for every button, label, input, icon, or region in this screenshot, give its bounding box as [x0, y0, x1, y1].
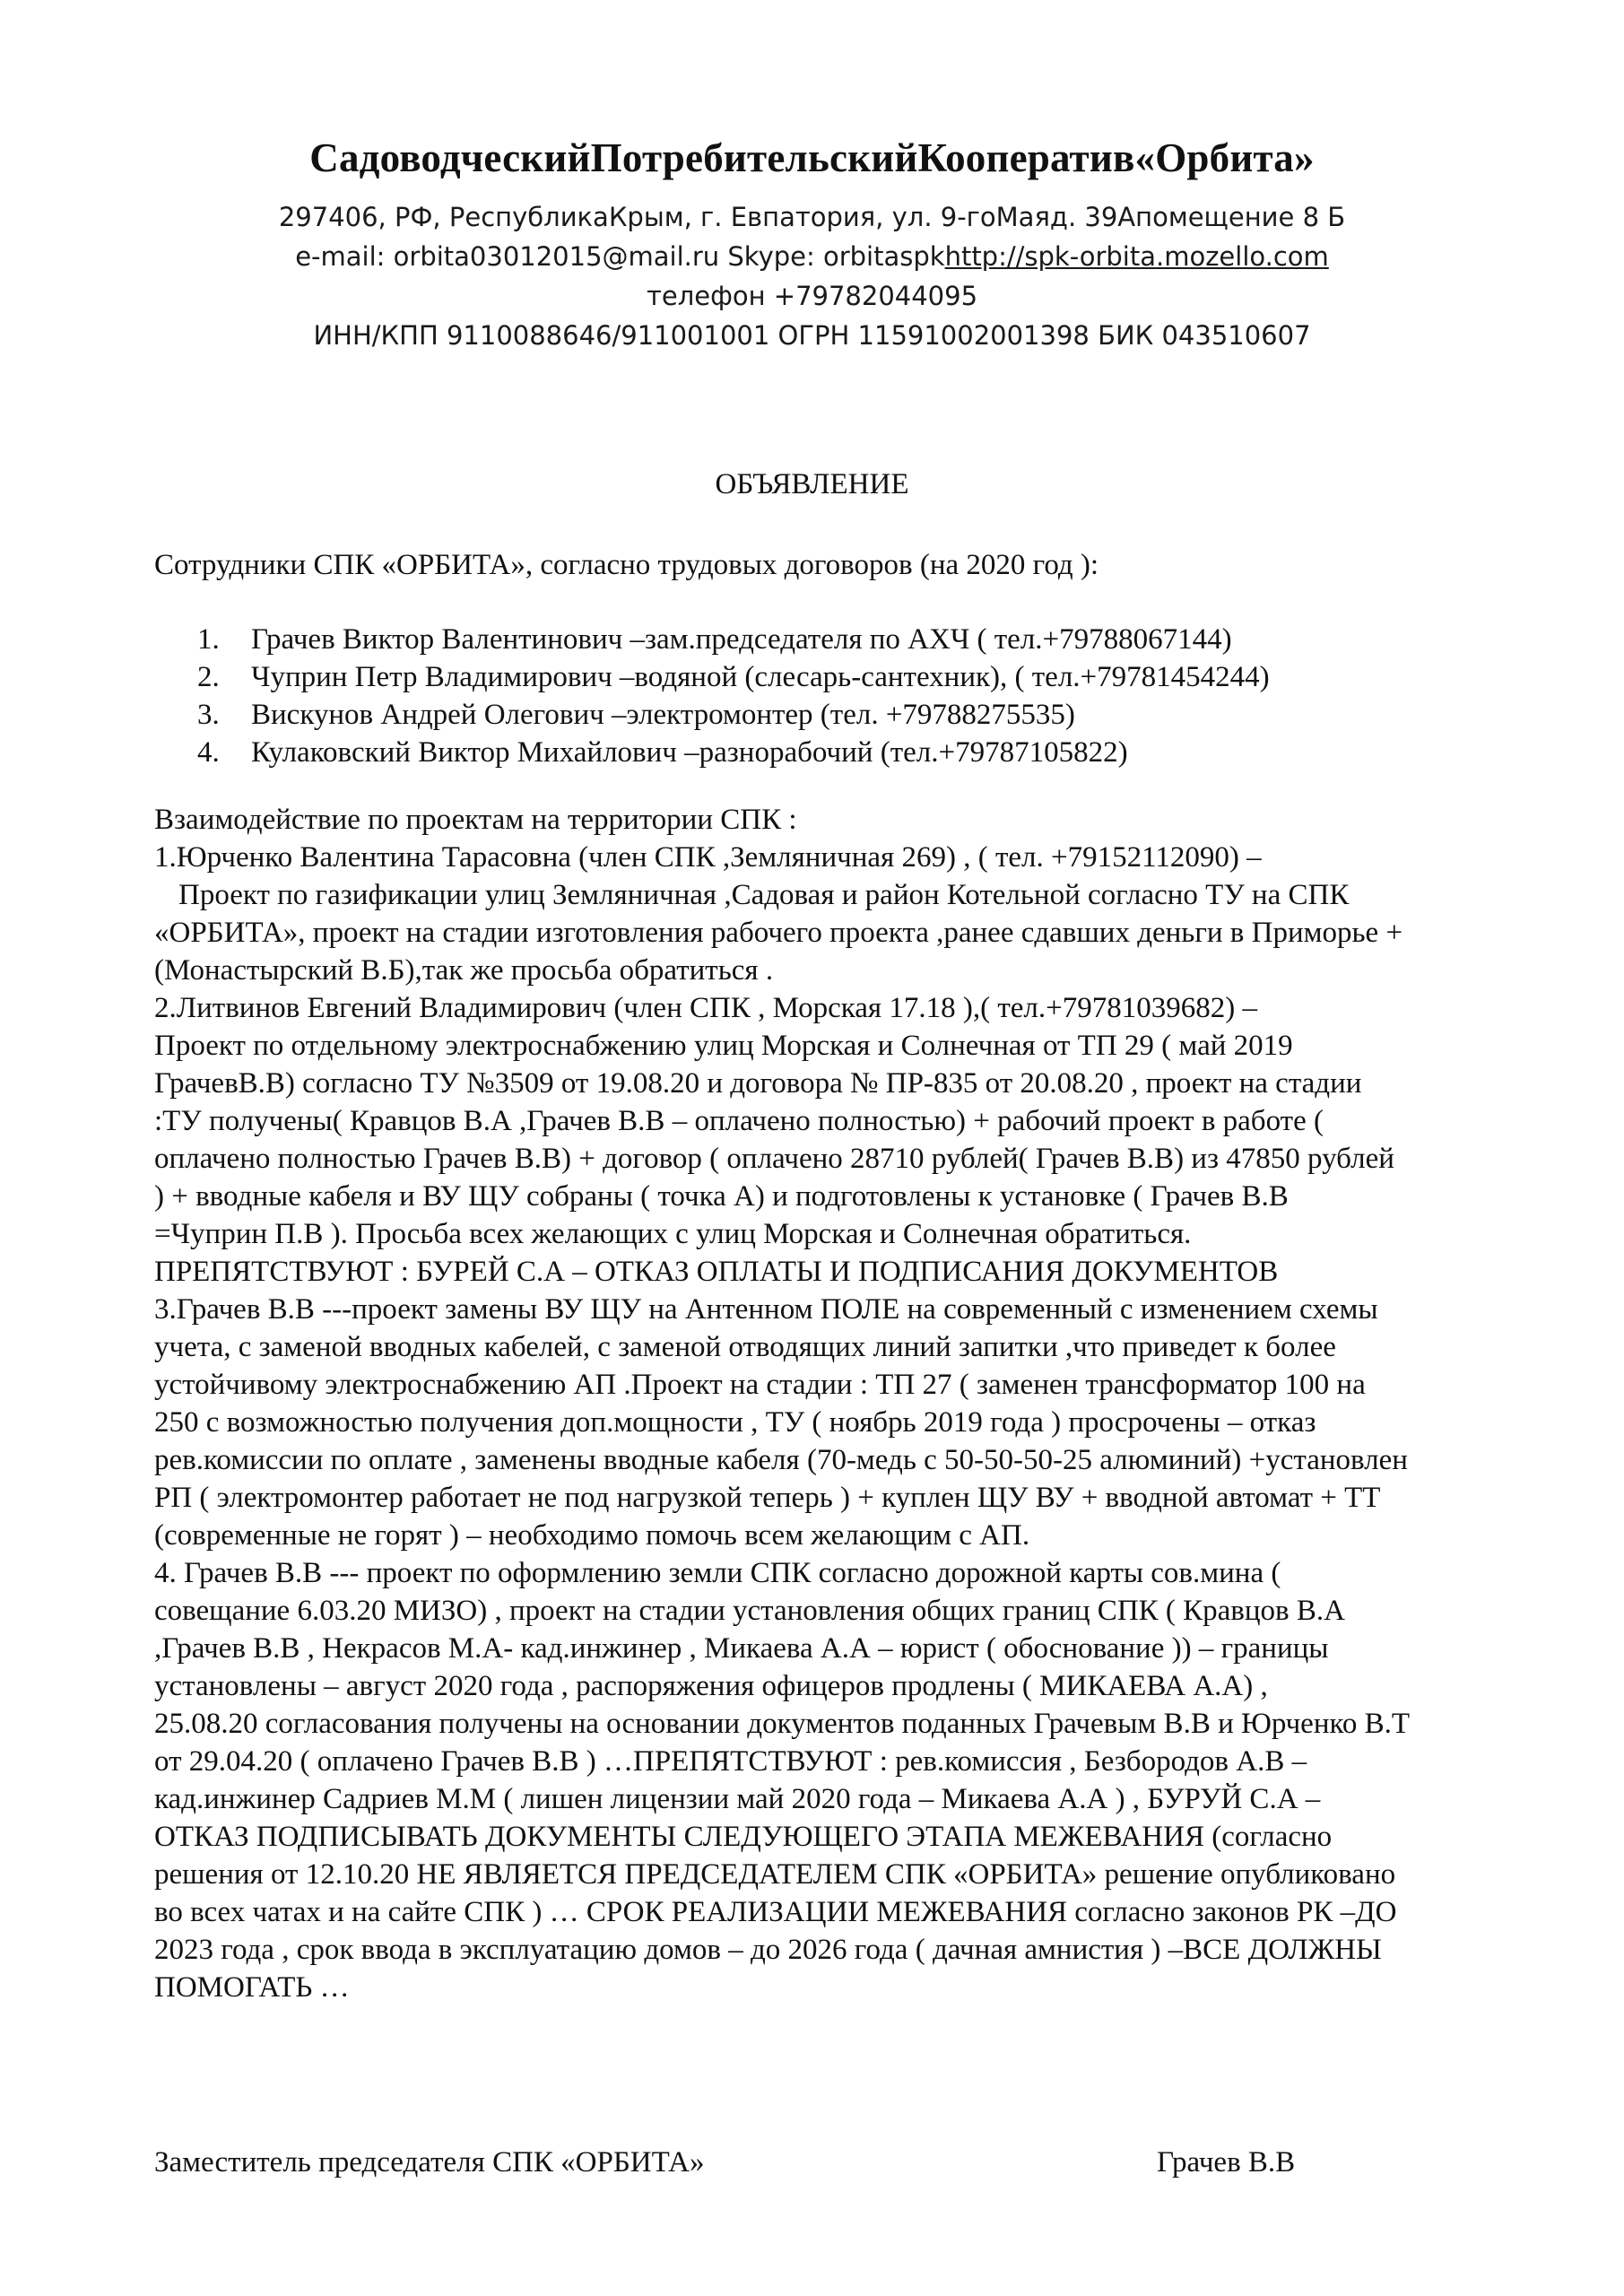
project-2-title: 2.Литвинов Евгений Владимирович (член СПК , Морская 17.18 ),( тел.+79781039682) – — [154, 992, 1257, 1024]
text-line: от 29.04.20 ( оплачено Грачев В.В ) …ПРЕПЯТСТВУЮТ : рев.комиссия , Безбородов А.В – — [154, 1745, 1307, 1778]
list-item-text: Вискунов Андрей Олегович –электромонтер (тел. +79788275535) — [251, 699, 1075, 731]
list-item-number: 3. — [197, 699, 220, 731]
text-line: Проект по газификации улиц Земляничная ,Садовая и район Котельной согласно ТУ на СПК — [178, 879, 1350, 911]
org-address: 297406, РФ, РеспубликаКрым, г. Евпатория, ул. 9-гоМаяд. 39Апомещение 8 Б — [278, 202, 1346, 232]
text-line: 2023 года , срок ввода в эксплуатацию домов – до 2026 года ( дачная амнистия ) –ВСЕ ДОЛЖНЫ — [154, 1934, 1382, 1966]
org-title: СадоводческийПотребительскийКооператив«Орбита» — [309, 135, 1315, 180]
text-line: ПРЕПЯТСТВУЮТ : БУРЕЙ С.А – ОТКАЗ ОПЛАТЫ И ПОДПИСАНИЯ ДОКУМЕНТОВ — [154, 1256, 1279, 1288]
text-line: ) + вводные кабеля и ВУ ЩУ собраны ( точка А) и подготовлены к установке ( Грачев В.В — [154, 1180, 1289, 1213]
projects-heading: Взаимодействие по проектам на территории СПК : — [154, 804, 797, 836]
project-3-title: 3.Грачев В.В ---проект замены ВУ ЩУ на Антенном ПОЛЕ на современный с изменением схемы — [154, 1293, 1378, 1326]
signature-name: Грачев В.В — [1157, 2146, 1296, 2179]
text-line: ОТКАЗ ПОДПИСЫВАТЬ ДОКУМЕНТЫ СЛЕДУЮЩЕГО ЭТАПА МЕЖЕВАНИЯ (согласно — [154, 1821, 1333, 1853]
org-requisites: ИНН/КПП 9110088646/911001001 ОГРН 11591002001398 БИК 043510607 — [313, 320, 1311, 351]
text-line: =Чуприн П.В ). Просьба всех желающих с улиц Морская и Солнечная обратиться. — [154, 1218, 1192, 1250]
list-item — [197, 696, 1498, 734]
list-item-text: Грачев Виктор Валентинович –зам.председателя по АХЧ ( тел.+79788067144) — [251, 623, 1232, 656]
list-item-text: Кулаковский Виктор Михайлович –разнорабочий (тел.+79787105822) — [251, 736, 1128, 769]
signature-position: Заместитель председателя СПК «ОРБИТА» — [154, 2146, 705, 2179]
org-phone: телефон +79782044095 — [646, 281, 978, 311]
website-link[interactable]: http://spk-orbita.mozello.com — [944, 241, 1329, 272]
employee-list — [197, 621, 1498, 771]
list-item — [197, 658, 1498, 696]
list-item — [197, 734, 1498, 771]
text-line: учета, с заменой вводных кабелей, с заменой отводящих линий запитки ,что приведет к более — [154, 1331, 1336, 1363]
org-contacts — [0, 241, 1624, 272]
text-line: установлены – август 2020 года , распоряжения офицеров продлены ( МИКАЕВА А.А) , — [154, 1670, 1268, 1702]
text-line: 25.08.20 согласования получены на основании документов поданных Грачевым В.В и Юрченко В.Т — [154, 1708, 1411, 1740]
project-4-title: 4. Грачев В.В --- проект по оформлению земли СПК согласно дорожной карты сов.мина ( — [154, 1557, 1281, 1589]
list-item-number: 2. — [197, 661, 220, 693]
text-line: ГрачевВ.В) согласно ТУ №3509 от 19.08.20 и договора № ПР-835 от 20.08.20 , проект на стадии — [154, 1067, 1362, 1100]
list-item — [197, 621, 1498, 658]
text-line: рев.комиссии по оплате , заменены вводные кабеля (70-медь с 50-50-50-25 алюминий) +установлен — [154, 1444, 1408, 1476]
text-line: устойчивому электроснабжению АП .Проект на стадии : ТП 27 ( заменен трансформатор 100 на — [154, 1369, 1366, 1401]
text-line: 250 с возможностью получения доп.мощности , ТУ ( ноябрь 2019 года ) просрочены – отказ — [154, 1406, 1316, 1439]
text-line: (современные не горят ) – необходимо помочь всем желающим с АП. — [154, 1519, 1030, 1552]
text-line: кад.инжинер Садриев М.М ( лишен лицензии май 2020 года – Микаева А.А ) , БУРУЙ С.А – — [154, 1783, 1321, 1815]
text-line: ,Грачев В.В , Некрасов М.А- кад.инжинер , Микаева А.А – юрист ( обоснование )) – границы — [154, 1632, 1329, 1665]
list-item-number: 4. — [197, 736, 220, 769]
announcement-intro: Сотрудники СПК «ОРБИТА», согласно трудовых договоров (на 2020 год ): — [154, 549, 1099, 581]
text-line: РП ( электромонтер работает не под нагрузкой теперь ) + куплен ЩУ ВУ + вводной автомат + ТТ — [154, 1482, 1381, 1514]
text-line: (Монастырский В.Б),так же просьба обратиться . — [154, 954, 774, 987]
text-line: ПОМОГАТЬ … — [154, 1971, 350, 2004]
list-item-number: 1. — [197, 623, 220, 656]
list-item-text: Чуприн Петр Владимирович –водяной (слесарь-сантехник), ( тел.+79781454244) — [251, 661, 1270, 693]
text-line: Проект по отдельному электроснабжению улиц Морская и Солнечная от ТП 29 ( май 2019 — [154, 1030, 1293, 1062]
contact-email-skype: e-mail: orbita03012015@mail.ru Skype: orbitaspk — [295, 241, 945, 272]
text-line: во всех чатах и на сайте СПК ) … СРОК РЕАЛИЗАЦИИ МЕЖЕВАНИЯ согласно законов РК –ДО — [154, 1896, 1397, 1928]
projects-section — [154, 801, 1562, 2006]
text-line: оплачено полностью Грачев В.В) + договор ( оплачено 28710 рублей( Грачев В.В) из 47850 рублей — [154, 1143, 1394, 1175]
text-line: совещание 6.03.20 МИЗО) , проект на стадии установления общих границ СПК ( Кравцов В.А — [154, 1595, 1345, 1627]
text-line: :ТУ получены( Кравцов В.А ,Грачев В.В – оплачено полностью) + рабочий проект в работе ( — [154, 1105, 1324, 1137]
text-line: решения от 12.10.20 НЕ ЯВЛЯЕТСЯ ПРЕДСЕДАТЕЛЕМ СПК «ОРБИТА» решение опубликовано — [154, 1858, 1396, 1891]
project-1-title: 1.Юрченко Валентина Тарасовна (член СПК ,Земляничная 269) , ( тел. +79152112090) – — [154, 841, 1262, 874]
announcement-title: ОБЪЯВЛЕНИЕ — [715, 468, 909, 500]
text-line: «ОРБИТА», проект на стадии изготовления рабочего проекта ,ранее сдавших деньги в Приморье + — [154, 917, 1403, 949]
